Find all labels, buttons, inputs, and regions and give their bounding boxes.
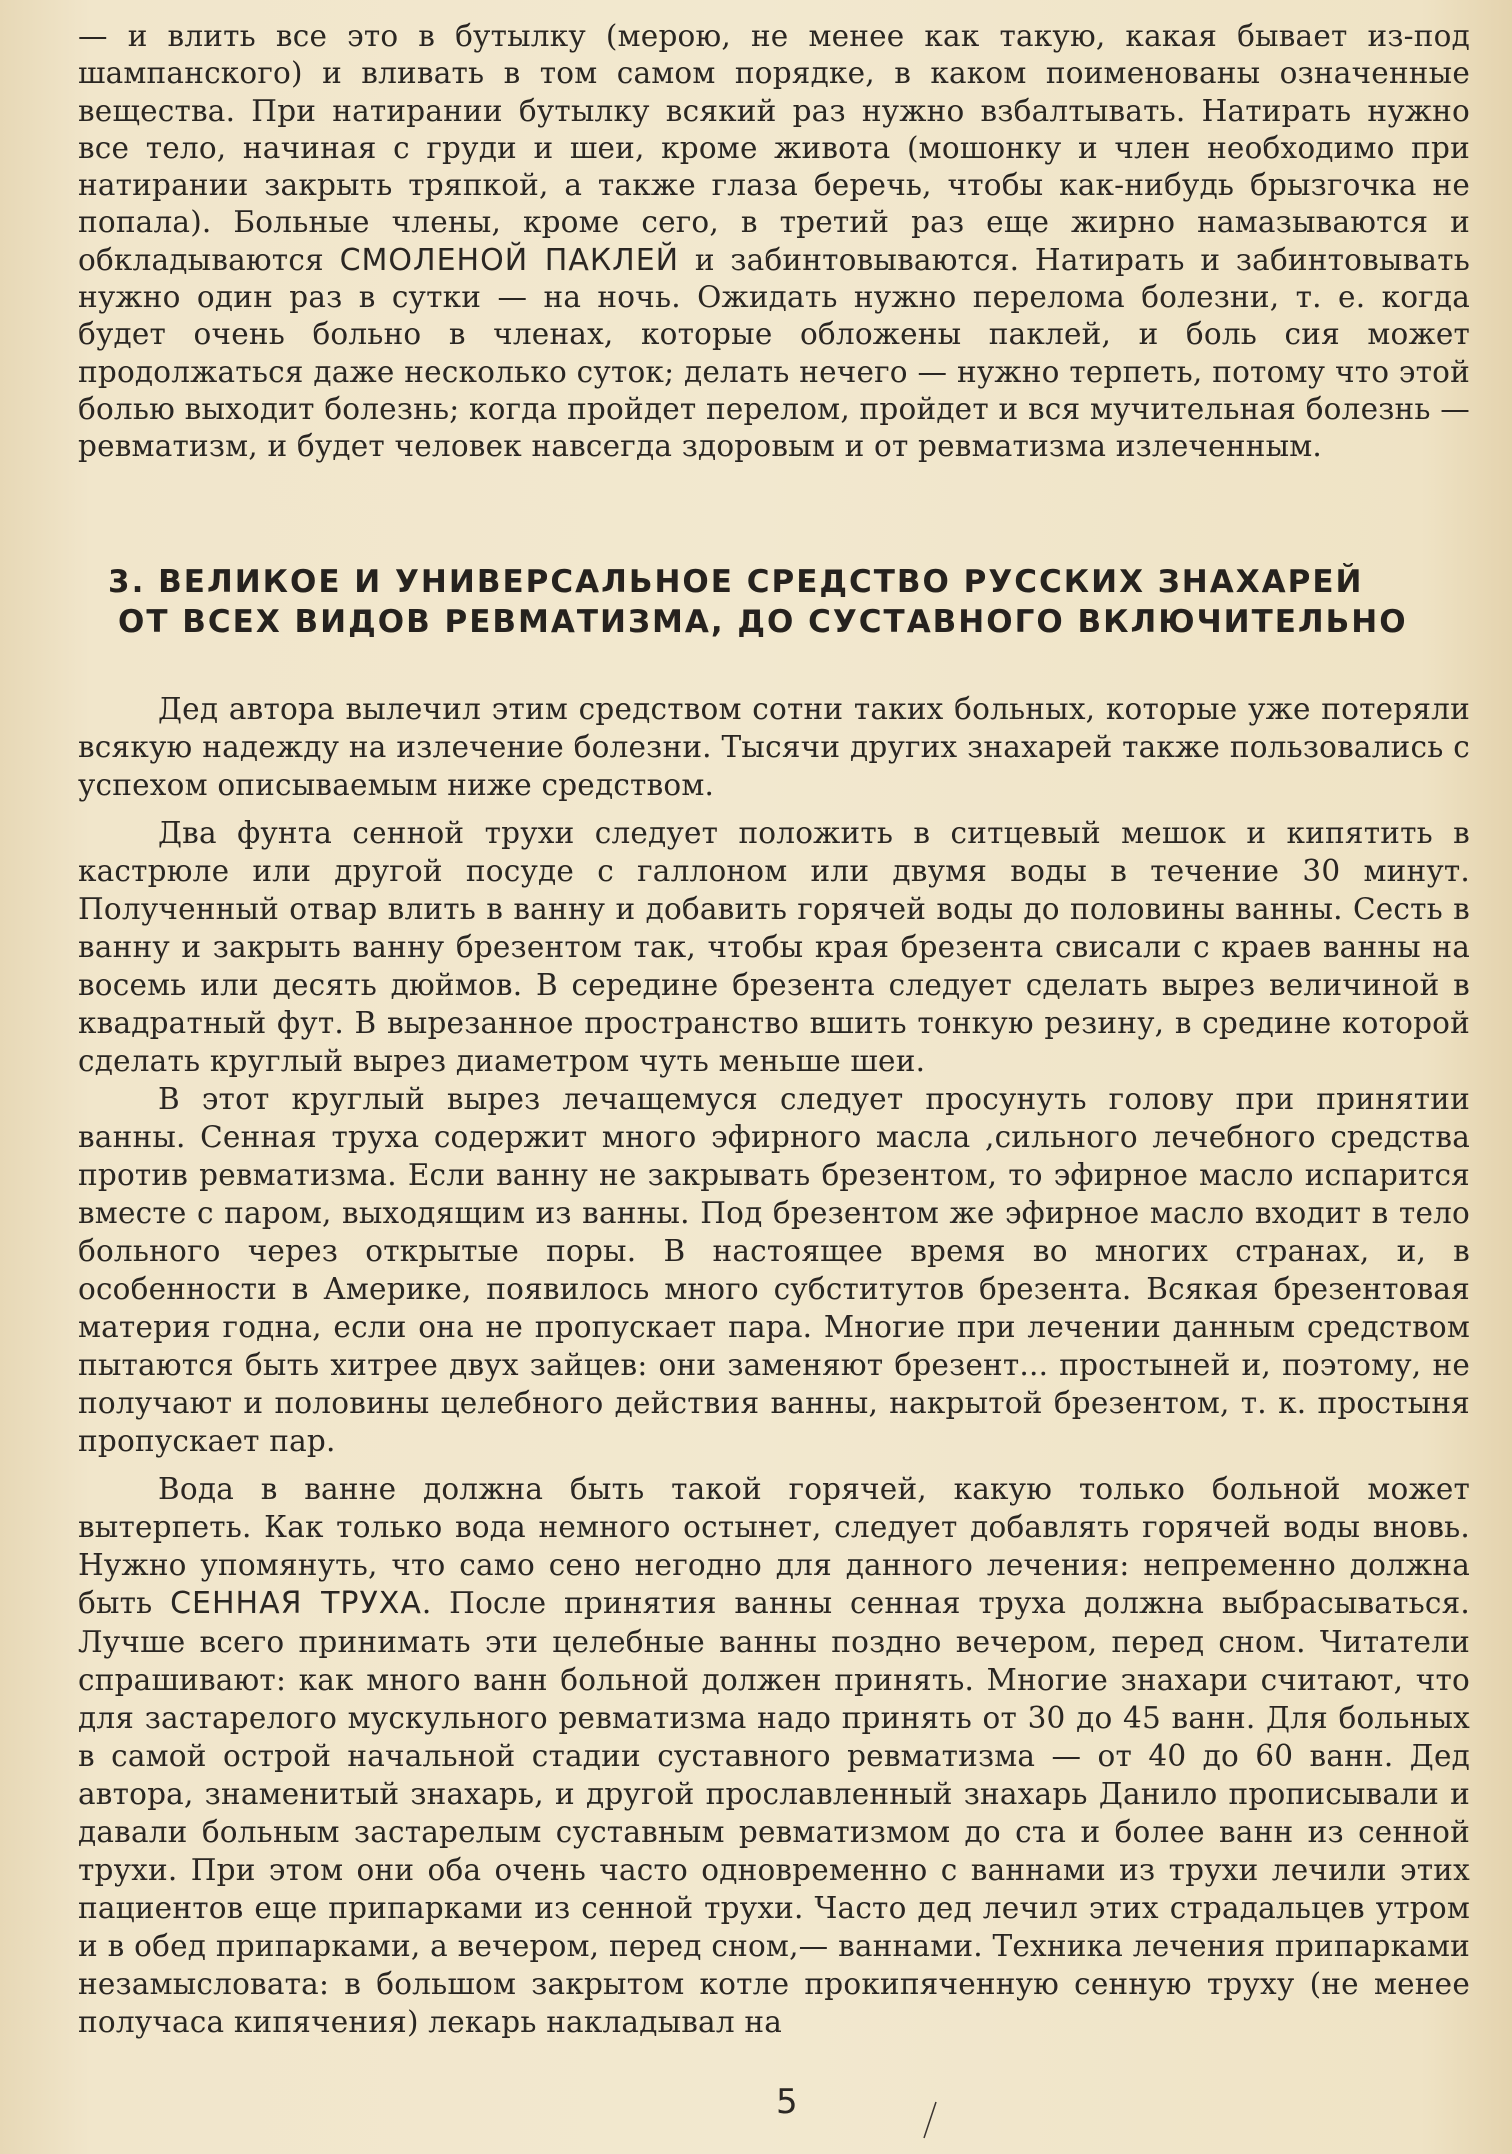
section-heading-line-1: 3. ВЕЛИКОЕ И УНИВЕРСАЛЬНОЕ СРЕДСТВО РУССКИХ ЗНАХАРЕЙ <box>108 564 1364 600</box>
paragraph-2: Два фунта сенной трухи следует положить в ситцевый мешок и кипятить в кастрюле или другой посуде с галлоном или двумя воды в течение 30 минут. Полученный отвар влить в ванну и добавить горячей воды до половины ванны. Сесть в ванну и закрыть ванну брезентом так, чтобы края брезента свисали с краев ванны на восемь или десять дюймов. В середине брезента следует сделать вырез величиной в квадратный фут. В вырезанное пространство вшить тонкую резину, в средине которой сделать круглый вырез диаметром чуть меньше шеи. <box>78 816 1470 1078</box>
intro-text-block <box>78 18 1470 466</box>
paragraph-4-part-1: Вода в ванне должна быть такой горячей, какую только больной может вытерпеть. Как только вода немного остынет, следует добавлять горячей воды вновь. Нужно упомянуть, что само сено негодно для данного лечения: непременно должна быть <box>78 1472 1470 1620</box>
paragraph-3: В этот круглый вырез лечащемуся следует просунуть голову при принятии ванны. Сенная труха содержит много эфирного масла ,сильного лечебного средства против ревматизма. Если ванну не закрывать брезентом, то эфирное масло испарится вместе с паром, выходящим из ванны. Под брезентом же эфирное масло входит в тело больного через открытые поры. В настоящее время во многих странах, и, в особенности в Америке, появилось много субститутов брезента. Всякая брезентовая материя годна, если она не пропускает пара. Многие при лечении данным средством пытаются быть хитрее двух зайцев: они заменяют брезент... простыней и, поэтому, не получают и половины целебного действия ванны, накрытой брезентом, т. к. простыня пропускает пар. <box>78 1082 1470 1458</box>
paragraph-1: Дед автора вылечил этим средством сотни таких больных, которые уже потеряли всякую надежду на излечение болезни. Тысячи других знахарей также пользовались с успехом описываемым ниже средством. <box>78 692 1470 802</box>
section-heading-line-2: ОТ ВСЕХ ВИДОВ РЕВМАТИЗМА, ДО СУСТАВНОГО ВКЛЮЧИТЕЛЬНО <box>118 604 1408 640</box>
paragraph-4 <box>78 1470 1470 2041</box>
paragraph-4-part-2: . После принятия ванны сенная труха должна выбрасываться. Лучше всего принимать эти целебные ванны поздно вечером, перед сном. Читатели спрашивают: как много ванн больной должен принять. Многие знахари считают, что для застарелого мускульного ревматизма надо принять от 30 до 45 ванн. Для больных в самой острой начальной стадии суставного ревматизма — от 40 до 60 ванн. Дед автора, знаменитый знахарь, и другой прославленный знахарь Данило прописывали и давали больным застарелым суставным ревматизмом до ста и более ванн из сенной трухи. При этом они оба очень часто одновременно с ваннами из трухи лечили этих пациентов еще припарками из сенной трухи. Часто дед лечил этих страдальцев утром и в обед припарками, а вечером, перед сном,— ваннами. Техника лечения припарками незамысловата: в большом закрытом котле прокипяченную сенную труху (не менее получаса кипячения) лекарь накладывал на <box>78 1586 1470 2039</box>
section-heading <box>108 562 1448 642</box>
section-body <box>78 690 1470 2041</box>
pen-mark-icon <box>920 2100 940 2140</box>
intro-paragraph-part-1: — и влить все это в бутылку (мерою, не менее как такую, какая бывает из-под шампанского) и вливать в том самом порядке, в каком поименованы означенные вещества. При натирании бутылку всякий раз нужно взбалтывать. Натирать нужно все тело, начиная с груди и шеи, кроме живота (мошонку и член необходимо при натирании закрыть тряпкой, а также глаза беречь, чтобы как-нибудь брызгочка не попала). Больные члены, кроме сего, в третий раз еще жирно намазываются и обкладываются <box>78 19 1470 277</box>
page-number: 5 <box>776 2082 798 2122</box>
intro-paragraph-part-2: и забинтовываются. Натирать и забинтовывать нужно один раз в сутки — на ночь. Ожидать нужно перелома болезни, т. е. когда будет очень больно в членах, которые обложены паклей, и боль сия может продолжаться даже несколько суток; делать нечего — нужно терпеть, потому что этой болью выходит болезнь; когда пройдет перелом, пройдет и вся мучительная болезнь — ревматизм, и будет человек навсегда здоровым и от ревматизма излеченным. <box>78 242 1470 464</box>
intro-paragraph-emphasis: СМОЛЕНОЙ ПАКЛЕЙ <box>339 242 680 278</box>
paragraph-4-emphasis: СЕННАЯ ТРУХА <box>170 1586 422 1621</box>
intro-paragraph <box>78 18 1470 466</box>
